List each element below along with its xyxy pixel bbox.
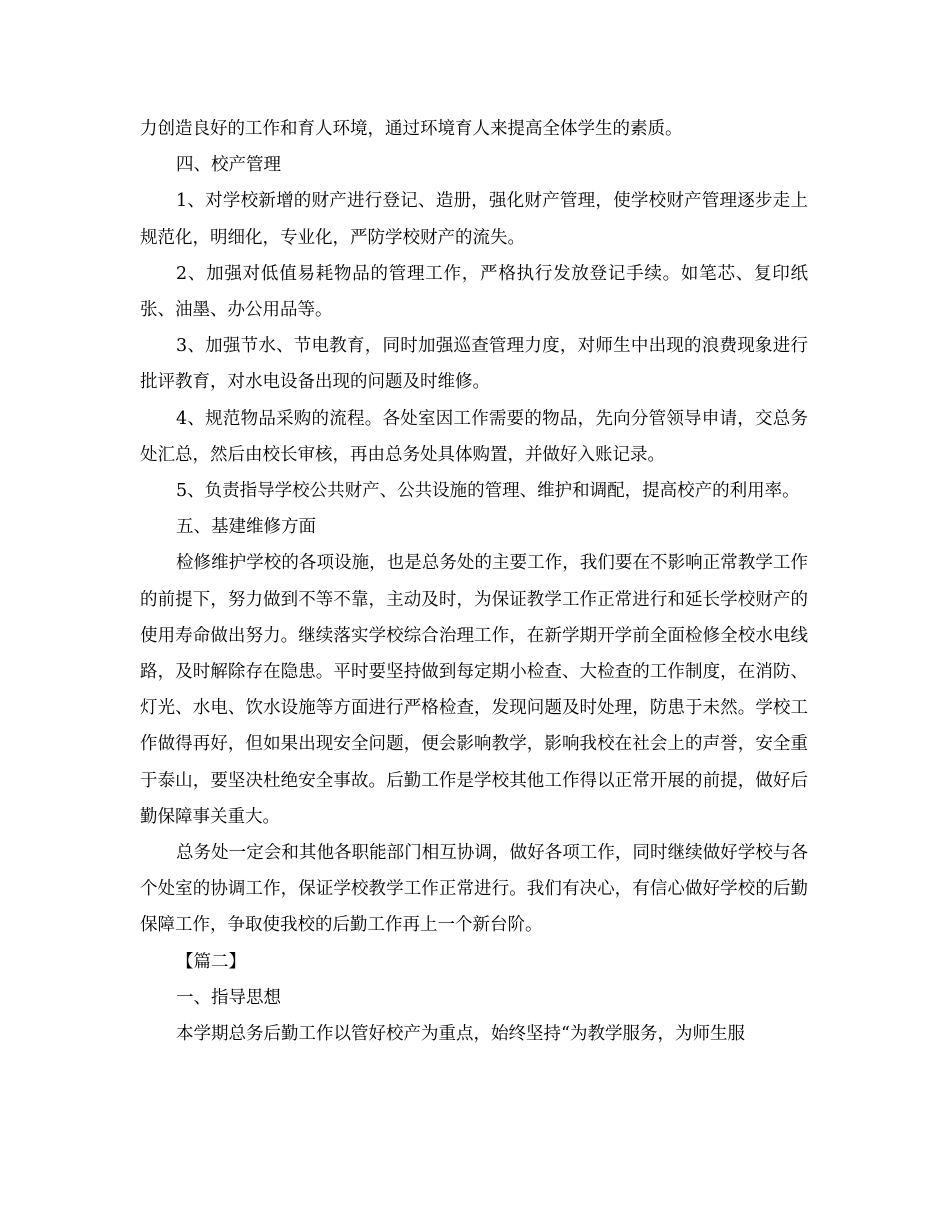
- section-heading-guiding-ideology: 一、指导思想: [176, 987, 281, 1008]
- section-heading-maintenance: 五、基建维修方面: [176, 517, 316, 538]
- paragraph-item-3: 3、加强节水、节电教育，同时加强巡查管理力度，对师生中出现的浪费现象进行批评教育，对水电设备出现的问题及时维修。: [140, 336, 808, 393]
- section-heading-asset-management: 四、校产管理: [176, 155, 281, 176]
- paragraph-item-2: 2、加强对低值易耗物品的管理工作，严格执行发放登记手续。如笔芯、复印纸张、油墨、办公用品等。: [140, 263, 808, 321]
- paragraph-maintenance-body: 检修维护学校的各项设施，也是总务处的主要工作，我们要在不影响正常教学工作的前提下，努力做到不等不靠，主动及时，为保证教学工作正常进行和延长学校财产的使用寿命做出努力。继续落实学校综合治理工作，在新学期开学前全面检修全校水电线路，及时解除存在隐患。平时要坚持做到每定期小检查、大检查的工作制度，在消防、灯光、水电、饮水设施等方面进行严格检查，发现问题及时处理，防患于未然。学校工作做得再好，但如果出现安全问题，便会影响教学，影响我校在社会上的声誉，安全重于泰山，要坚决杜绝安全事故。后勤工作是学校其他工作得以正常开展的前提，做好后勤保障事关重大。: [140, 553, 808, 827]
- paragraph-guiding-ideology: 本学期总务后勤工作以管好校产为重点，始终坚持“为教学服务，为师生服: [176, 1024, 745, 1045]
- paragraph-conclusion: 总务处一定会和其他各职能部门相互协调，做好各项工作，同时继续做好学校与各个处室的协调工作，保证学校教学工作正常进行。我们有决心，有信心做好学校的后勤保障工作，争取使我校的后勤工作再上一个新台阶。: [140, 843, 808, 936]
- part-heading-two: 【篇二】: [176, 951, 246, 972]
- paragraph-continuation: 力创造良好的工作和育人环境，通过环境育人来提高全体学生的素质。: [140, 119, 683, 139]
- paragraph-item-1: 1、对学校新增的财产进行登记、造册，强化财产管理，使学校财产管理逐步走上规范化，明细化，专业化，严防学校财产的流失。: [140, 191, 808, 248]
- document-body: [140, 111, 808, 1052]
- paragraph-item-4: 4、规范物品采购的流程。各处室因工作需要的物品，先向分管领导申请，交总务处汇总，然后由校长审核，再由总务处具体购置，并做好入账记录。: [140, 408, 808, 465]
- paragraph-item-5: 5、负责指导学校公共财产、公共设施的管理、维护和调配，提高校产的利用率。: [176, 481, 800, 502]
